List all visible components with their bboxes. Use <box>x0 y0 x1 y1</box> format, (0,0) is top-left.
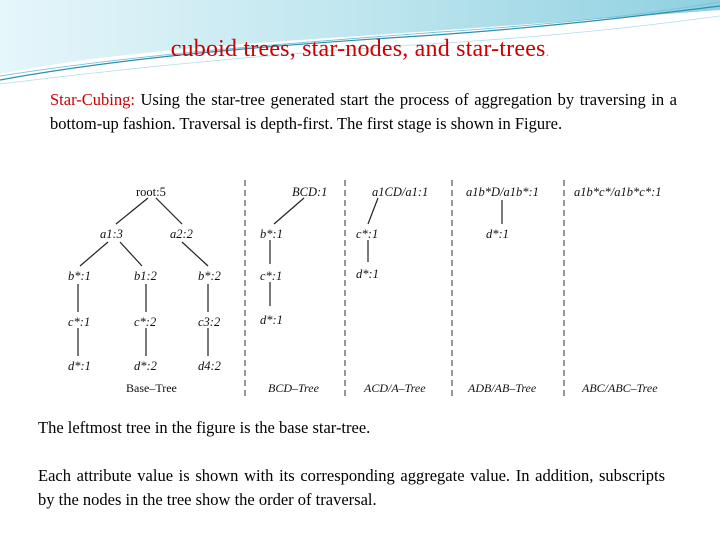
traversal-paragraph: Each attribute value is shown with its corresponding aggregate value. In addition, subscripts by the nodes in the tree show the order of traversal. <box>38 466 665 509</box>
edge-root-a2 <box>156 198 182 224</box>
intro-text: Using the star-tree generated start the process of aggregation by traversing in a bottom-up fashion. Traversal is depth-first. The first stage is shown in Figure. <box>50 90 677 133</box>
acd-edge-root-c <box>368 198 378 224</box>
base-node-bstar-l: b*:1 <box>68 269 91 283</box>
acd-node-root: a1CD/a1:1 <box>372 185 429 199</box>
acd-node-c: c*:1 <box>356 227 379 241</box>
slide-title-dot: . <box>545 45 550 60</box>
base-tree-paragraph: The leftmost tree in the figure is the base star-tree. <box>38 418 371 437</box>
acd-tree-caption: ACD/A–Tree <box>364 381 426 395</box>
base-node-a1: a1:3 <box>100 227 123 241</box>
star-tree-figure <box>62 176 678 398</box>
bcd-edge-root-b <box>274 198 304 224</box>
bcd-node-d: d*:1 <box>260 313 283 327</box>
bcd-tree-caption: BCD–Tree <box>268 381 319 395</box>
base-node-d4: d4:2 <box>198 359 221 373</box>
base-node-dstar-l: d*:1 <box>68 359 91 373</box>
adb-node-root: a1b*D/a1b*:1 <box>466 185 539 199</box>
edge-a2-bstar <box>182 242 208 266</box>
adb-tree-caption: ADB/AB–Tree <box>468 381 537 395</box>
base-node-cstar-l: c*:1 <box>68 315 91 329</box>
abc-node-root: a1b*c*/a1b*c*:1 <box>574 185 662 199</box>
base-node-bstar-r: b*:2 <box>198 269 221 283</box>
bcd-node-b: b*:1 <box>260 227 283 241</box>
slide-title <box>0 36 720 63</box>
intro-paragraph <box>50 88 677 136</box>
edge-a1-bstar <box>80 242 108 266</box>
intro-lead: Star-Cubing: <box>50 90 135 109</box>
base-tree-caption: Base–Tree <box>126 381 177 395</box>
base-node-cstar-m: c*:2 <box>134 315 157 329</box>
base-node-root: root:5 <box>136 185 166 199</box>
abc-tree-caption: ABC/ABC–Tree <box>582 381 658 395</box>
acd-node-d: d*:1 <box>356 267 379 281</box>
adb-node-d: d*:1 <box>486 227 509 241</box>
star-tree-figure-svg <box>62 176 678 398</box>
bcd-node-c: c*:1 <box>260 269 283 283</box>
base-node-c3: c3:2 <box>198 315 221 329</box>
bcd-node-root: BCD:1 <box>292 185 328 199</box>
slide-title-text: cuboid trees, star-nodes, and star-trees <box>170 36 546 62</box>
edge-root-a1 <box>116 198 148 224</box>
edge-a1-b1 <box>120 242 142 266</box>
base-node-a2: a2:2 <box>170 227 193 241</box>
base-node-b1: b1:2 <box>134 269 157 283</box>
base-node-dstar-m: d*:2 <box>134 359 157 373</box>
